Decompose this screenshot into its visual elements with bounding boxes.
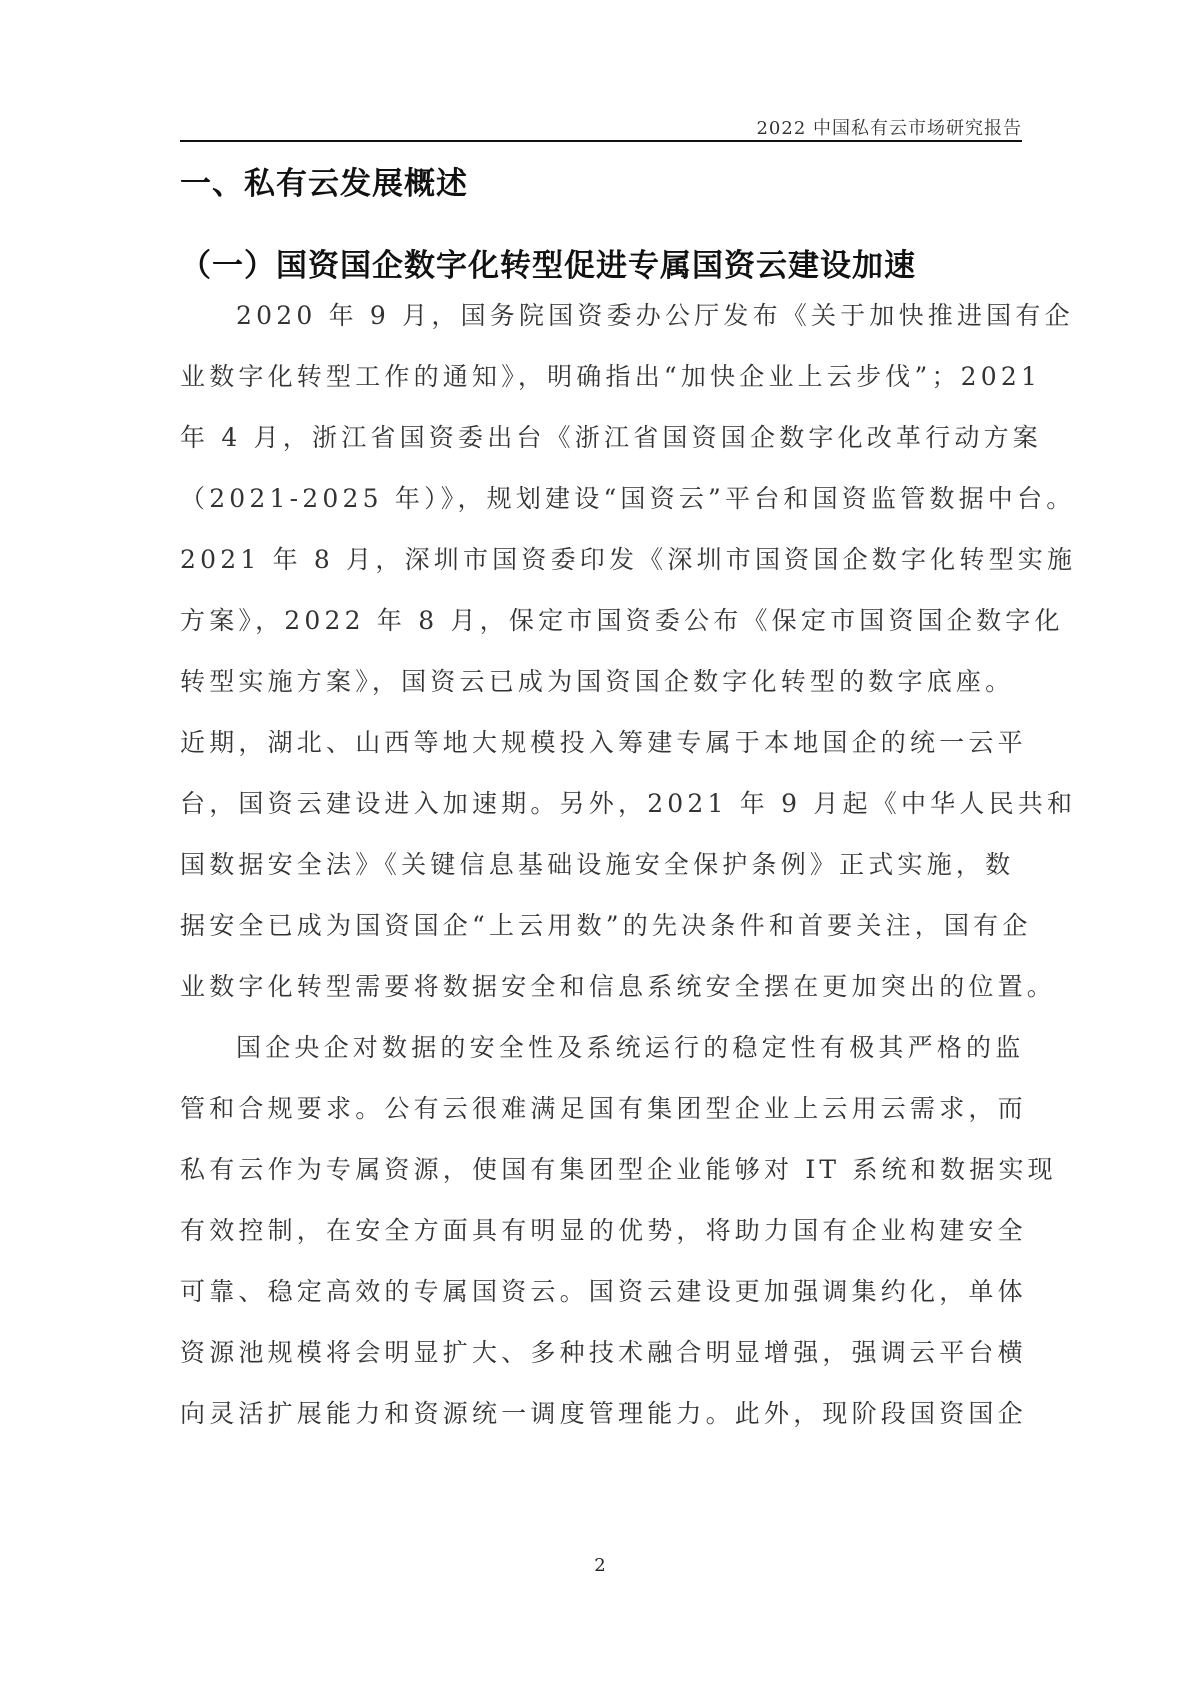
paragraph-line: 国数据安全法》《关键信息基础设施安全保护条例》正式实施，数 <box>180 850 1015 879</box>
paragraph-line: 2021 年 8 月，深圳市国资委印发《深圳市国资国企数字化转型实施 <box>180 545 1077 574</box>
paragraph-line: 2020 年 9 月，国务院国资委办公厅发布《关于加快推进国有企 <box>236 301 1074 330</box>
paragraph-line: 据安全已成为国资国企“上云用数”的先决条件和首要关注，国有企 <box>180 911 1032 940</box>
paragraph-line: 业数字化转型需要将数据安全和信息系统安全摆在更加突出的位置。 <box>180 972 1057 1001</box>
paragraph-line: 业数字化转型工作的通知》，明确指出“加快企业上云步伐”；2021 <box>180 362 1042 391</box>
subsection-heading: （一）国资国企数字化转型促进专属国资云建设加速 <box>180 248 916 284</box>
paragraph-line: 近期，湖北、山西等地大规模投入筹建专属于本地国企的统一云平 <box>180 728 1027 757</box>
running-header: 2022 中国私有云市场研究报告 <box>756 118 1022 139</box>
page-number: 2 <box>594 1555 606 1576</box>
paragraph-line: 国企央企对数据的安全性及系统运行的稳定性有极其严格的监 <box>236 1033 1025 1062</box>
paragraph-line: 年 4 月，浙江省国资委出台《浙江省国资国企数字化改革行动方案 <box>180 423 1043 452</box>
paragraph-line: 转型实施方案》，国资云已成为国资国企数字化转型的数字底座。 <box>180 667 1015 696</box>
paragraph-line: 资源池规模将会明显扩大、多种技术融合明显增强，强调云平台横 <box>180 1338 1027 1367</box>
header-divider <box>180 140 1022 142</box>
paragraph-line: 可靠、稳定高效的专属国资云。国资云建设更加强调集约化，单体 <box>180 1277 1027 1306</box>
section-heading: 一、私有云发展概述 <box>180 166 468 202</box>
paragraph-line: 台，国资云建设进入加速期。另外，2021 年 9 月起《中华人民共和 <box>180 789 1077 818</box>
paragraph-line: 管和合规要求。公有云很难满足国有集团型企业上云用云需求，而 <box>180 1094 1027 1123</box>
paragraph-line: 方案》，2022 年 8 月，保定市国资委公布《保定市国资国企数字化 <box>180 606 1064 635</box>
paragraph-line: 有效控制，在安全方面具有明显的优势，将助力国有企业构建安全 <box>180 1216 1027 1245</box>
paragraph-line: 私有云作为专属资源，使国有集团型企业能够对 IT 系统和数据实现 <box>180 1155 1057 1184</box>
paragraph-line: （2021-2025 年）》，规划建设“国资云”平台和国资监管数据中台。 <box>180 484 1076 513</box>
paragraph-line: 向灵活扩展能力和资源统一调度管理能力。此外，现阶段国资国企 <box>180 1399 1027 1428</box>
